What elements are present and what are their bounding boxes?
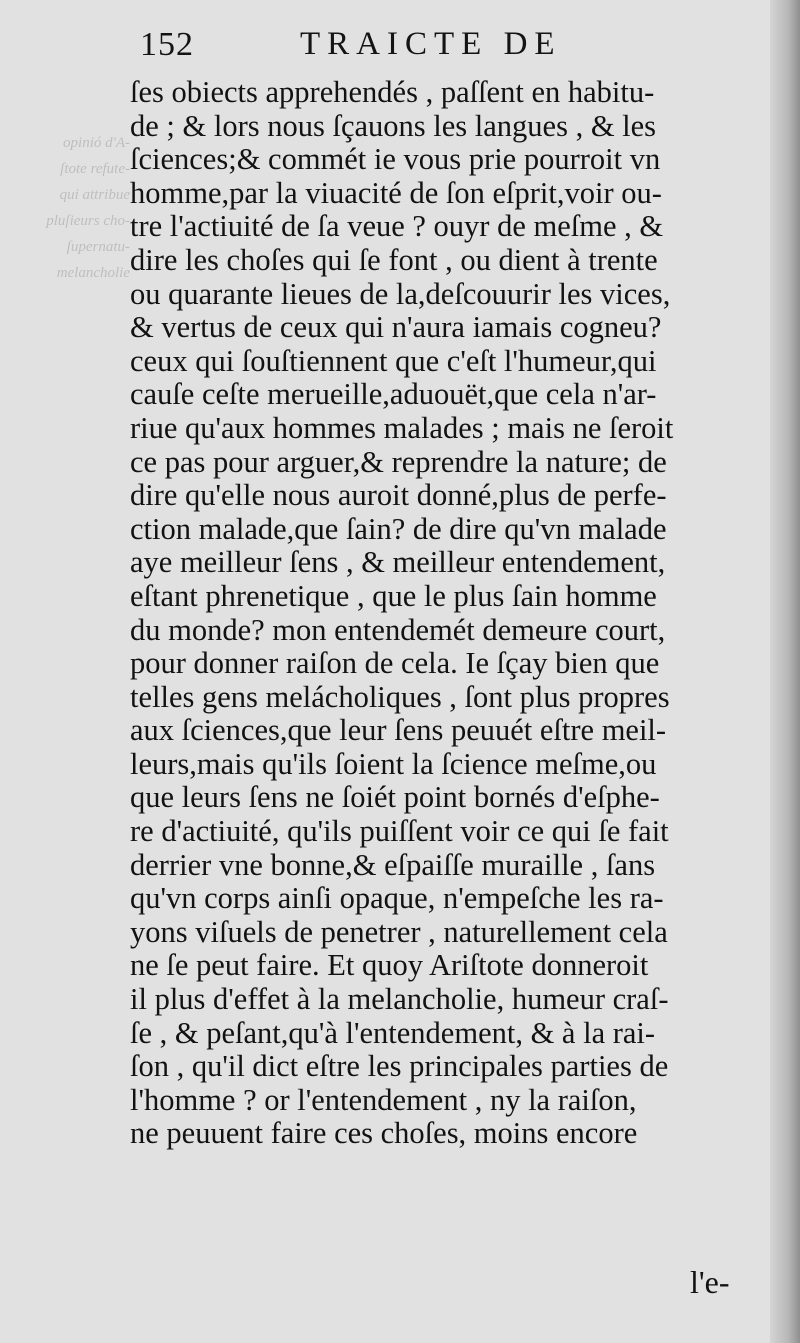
page-number: 152 <box>140 26 194 63</box>
text-line: dire qu'elle nous auroit donné,plus de perfe- <box>130 479 667 513</box>
text-line: l'homme ? or l'entendement , ny la raiſon, <box>130 1083 637 1117</box>
text-line: il plus d'effet à la melancholie, humeur craſ- <box>130 983 669 1017</box>
text-line: riue qu'aux hommes malades ; mais ne ſeroit <box>130 411 674 445</box>
text-line: ceux qui ſouſtiennent que c'eſt l'humeur,qui <box>130 344 657 378</box>
text-line: du monde? mon entendemét demeure court, <box>130 613 666 647</box>
text-line: re d'actiuité, qu'ils puiſſent voir ce qui ſe fait <box>130 815 669 849</box>
text-line: homme,par la viuacité de ſon eſprit,voir ou- <box>130 176 662 210</box>
text-line: ſes obiects apprehendés , paſſent en habitu- <box>130 76 655 109</box>
text-line: de ; & lors nous ſçauons les langues , & les <box>130 109 657 143</box>
text-line: cauſe ceſte merueille,aduouët,que cela n'ar- <box>130 378 657 412</box>
page-edge <box>770 0 800 1343</box>
text-line: ſciences;& commét ie vous prie pourroit vn <box>130 143 661 177</box>
text-line: eſtant phrenetique , que le plus ſain homme <box>130 579 657 613</box>
text-line: ou quarante lieues de la,deſcouurir les vices, <box>130 277 671 311</box>
page-header <box>140 22 740 72</box>
text-line: qu'vn corps ainſi opaque, n'empeſche les ra- <box>130 882 664 916</box>
text-line: ne ſe peut faire. Et quoy Ariſtote donneroit <box>130 949 649 983</box>
text-line: aux ſciences,que leur ſens peuuét eſtre meil- <box>130 714 667 748</box>
text-line: derrier vne bonne,& eſpaiſſe muraille , ſans <box>130 848 656 882</box>
running-title: TRAICTE DE <box>300 26 562 62</box>
text-line: yons viſuels de penetrer , naturellement cela <box>130 915 668 949</box>
catchword: l'e- <box>690 1264 730 1300</box>
text-line: ne peuuent faire ces choſes, moins encore <box>130 1117 638 1151</box>
bleed-through-marginalia: opinió d'A- ſtote refute- qui attribue pluſieurs cho- ſupernatu- melancholie <box>46 135 130 281</box>
text-line: ſe , & peſant,qu'à l'entendement, & à la rai- <box>130 1016 656 1050</box>
text-line: tre l'actiuité de ſa veue ? ouyr de meſme , & <box>130 210 664 244</box>
text-line: telles gens melácholiques , ſont plus propres <box>130 680 670 714</box>
text-line: ſon , qu'il dict eſtre les principales parties de <box>130 1050 669 1084</box>
text-line: & vertus de ceux qui n'aura iamais cogneu? <box>130 311 662 345</box>
text-line: ction malade,que ſain? de dire qu'vn malade <box>130 512 667 546</box>
text-line: ce pas pour arguer,& reprendre la nature; de <box>130 445 667 479</box>
text-line: aye meilleur ſens , & meilleur entendement, <box>130 546 666 580</box>
text-line: dire les choſes qui ſe font , ou dient à trente <box>130 243 658 277</box>
text-line: pour donner raiſon de cela. Ie ſçay bien que <box>130 647 660 681</box>
text-line: que leurs ſens ne ſoiét point bornés d'eſphe- <box>130 781 660 815</box>
body-text <box>130 76 740 1151</box>
text-line: leurs,mais qu'ils ſoient la ſcience meſme,ou <box>130 747 657 781</box>
